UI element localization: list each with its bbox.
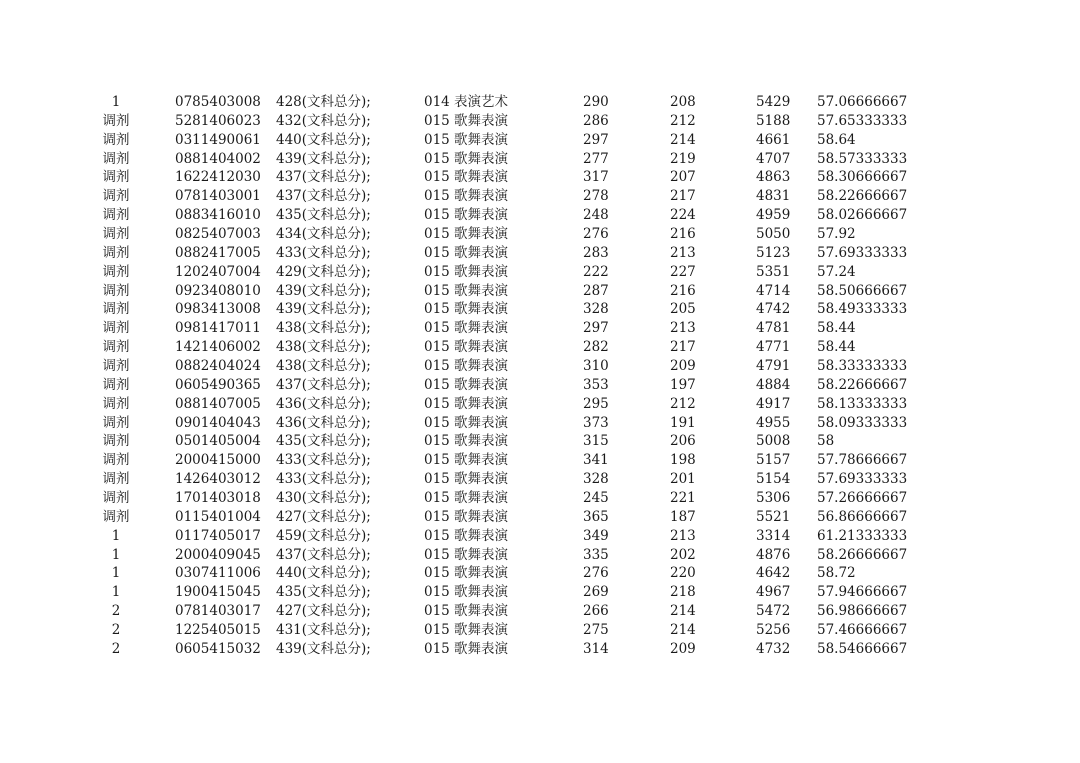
status-cell: 1	[111, 527, 121, 544]
major-cell: 015 歌舞表演	[424, 640, 509, 657]
major-cell: 015 歌舞表演	[424, 452, 509, 469]
table-row	[0, 470, 1080, 489]
score-b-cell: 206	[670, 433, 696, 450]
composite-score-cell: 57.94666667	[817, 584, 908, 601]
score-b-cell: 197	[670, 376, 696, 393]
major-cell: 015 歌舞表演	[424, 358, 509, 375]
score-a-cell: 222	[583, 263, 609, 280]
major-cell: 015 歌舞表演	[424, 527, 509, 544]
score-a-cell: 245	[583, 490, 609, 507]
rank-cell: 4791	[756, 358, 791, 375]
table-row	[0, 244, 1080, 263]
status-cell: 调剂	[102, 244, 130, 261]
candidate-id-cell: 1701403018	[175, 490, 261, 507]
score-b-cell: 201	[670, 471, 696, 488]
score-b-cell: 217	[670, 339, 696, 356]
score-a-cell: 290	[583, 94, 609, 110]
composite-score-cell: 58.22666667	[817, 376, 908, 393]
composite-score-cell: 58.57333333	[817, 150, 908, 167]
major-cell: 015 歌舞表演	[424, 414, 509, 431]
rank-cell: 4876	[756, 546, 791, 563]
score-b-cell: 219	[670, 150, 696, 167]
score-a-cell: 286	[583, 112, 609, 129]
score-b-cell: 213	[670, 244, 696, 261]
candidate-id-cell: 0881407005	[175, 395, 261, 412]
major-cell: 015 歌舞表演	[424, 584, 509, 601]
major-cell: 015 歌舞表演	[424, 244, 509, 261]
table-row	[0, 225, 1080, 244]
composite-score-cell: 58.13333333	[817, 395, 908, 412]
status-cell: 2	[111, 603, 121, 620]
score-a-cell: 276	[583, 226, 609, 243]
composite-score-cell: 58.49333333	[817, 301, 908, 318]
score-a-cell: 335	[583, 546, 609, 563]
status-cell: 调剂	[102, 207, 130, 224]
composite-score-cell: 58.26666667	[817, 546, 908, 563]
rank-cell: 3314	[756, 527, 791, 544]
total-score-cell: 459(文科总分);	[276, 527, 371, 544]
table-row	[0, 93, 1080, 112]
score-a-cell: 317	[583, 169, 609, 186]
status-cell: 调剂	[102, 112, 130, 129]
score-a-cell: 266	[583, 603, 609, 620]
total-score-cell: 433(文科总分);	[276, 452, 371, 469]
composite-score-cell: 58.64	[817, 131, 856, 148]
status-cell: 调剂	[102, 131, 130, 148]
major-cell: 015 歌舞表演	[424, 169, 509, 186]
table-row	[0, 263, 1080, 282]
rank-cell: 4959	[756, 207, 791, 224]
major-cell: 015 歌舞表演	[424, 433, 509, 450]
table-row	[0, 640, 1080, 659]
rank-cell: 4742	[756, 301, 791, 318]
rank-cell: 5157	[756, 452, 791, 469]
rank-cell: 4863	[756, 169, 791, 186]
candidate-id-cell: 0981417011	[175, 320, 261, 337]
candidate-id-cell: 0307411006	[175, 565, 261, 582]
rank-cell: 4884	[756, 376, 791, 393]
total-score-cell: 439(文科总分);	[276, 640, 371, 657]
composite-score-cell: 58	[817, 433, 835, 450]
table-row	[0, 112, 1080, 131]
total-score-cell: 438(文科总分);	[276, 320, 371, 337]
table-row	[0, 357, 1080, 376]
major-cell: 015 歌舞表演	[424, 131, 509, 148]
table-row	[0, 414, 1080, 433]
status-cell: 调剂	[102, 490, 130, 507]
score-b-cell: 213	[670, 527, 696, 544]
candidate-id-cell: 2000415000	[175, 452, 261, 469]
score-b-cell: 209	[670, 358, 696, 375]
rank-cell: 5008	[756, 433, 791, 450]
score-b-cell: 218	[670, 584, 696, 601]
major-cell: 015 歌舞表演	[424, 546, 509, 563]
score-a-cell: 275	[583, 622, 609, 639]
composite-score-cell: 57.06666667	[817, 94, 908, 110]
candidate-id-cell: 0901404043	[175, 414, 261, 431]
score-b-cell: 214	[670, 622, 696, 639]
score-b-cell: 216	[670, 226, 696, 243]
score-a-cell: 282	[583, 339, 609, 356]
table-row	[0, 300, 1080, 319]
composite-score-cell: 56.86666667	[817, 508, 908, 525]
rank-cell: 4642	[756, 565, 791, 582]
score-a-cell: 248	[583, 207, 609, 224]
major-cell: 015 歌舞表演	[424, 490, 509, 507]
major-cell: 015 歌舞表演	[424, 622, 509, 639]
rank-cell: 4831	[756, 188, 791, 205]
major-cell: 015 歌舞表演	[424, 226, 509, 243]
status-cell: 调剂	[102, 395, 130, 412]
composite-score-cell: 58.50666667	[817, 282, 908, 299]
status-cell: 调剂	[102, 508, 130, 525]
major-cell: 015 歌舞表演	[424, 471, 509, 488]
composite-score-cell: 57.69333333	[817, 244, 908, 261]
total-score-cell: 433(文科总分);	[276, 471, 371, 488]
candidate-id-cell: 5281406023	[175, 112, 261, 129]
candidate-id-cell: 0825407003	[175, 226, 261, 243]
score-a-cell: 283	[583, 244, 609, 261]
total-score-cell: 437(文科总分);	[276, 376, 371, 393]
candidate-id-cell: 1421406002	[175, 339, 261, 356]
major-cell: 015 歌舞表演	[424, 263, 509, 280]
table-row	[0, 621, 1080, 640]
candidate-id-cell: 0117405017	[175, 527, 261, 544]
composite-score-cell: 57.24	[817, 263, 856, 280]
score-b-cell: 191	[670, 414, 696, 431]
score-b-cell: 212	[670, 112, 696, 129]
total-score-cell: 440(文科总分);	[276, 131, 371, 148]
composite-score-cell: 58.02666667	[817, 207, 908, 224]
score-table	[0, 93, 1080, 659]
rank-cell: 4967	[756, 584, 791, 601]
candidate-id-cell: 0983413008	[175, 301, 261, 318]
table-row	[0, 338, 1080, 357]
table-row	[0, 564, 1080, 583]
score-a-cell: 353	[583, 376, 609, 393]
table-row	[0, 168, 1080, 187]
score-a-cell: 315	[583, 433, 609, 450]
score-a-cell: 341	[583, 452, 609, 469]
table-row	[0, 602, 1080, 621]
composite-score-cell: 57.46666667	[817, 622, 908, 639]
total-score-cell: 427(文科总分);	[276, 603, 371, 620]
table-row	[0, 150, 1080, 169]
score-a-cell: 297	[583, 131, 609, 148]
rank-cell: 5154	[756, 471, 791, 488]
candidate-id-cell: 0923408010	[175, 282, 261, 299]
status-cell: 1	[111, 94, 121, 110]
candidate-id-cell: 1622412030	[175, 169, 261, 186]
composite-score-cell: 58.72	[817, 565, 856, 582]
candidate-id-cell: 1225405015	[175, 622, 261, 639]
score-a-cell: 365	[583, 508, 609, 525]
score-a-cell: 297	[583, 320, 609, 337]
score-a-cell: 328	[583, 301, 609, 318]
status-cell: 1	[111, 546, 121, 563]
status-cell: 1	[111, 584, 121, 601]
total-score-cell: 438(文科总分);	[276, 358, 371, 375]
major-cell: 015 歌舞表演	[424, 188, 509, 205]
total-score-cell: 434(文科总分);	[276, 226, 371, 243]
score-a-cell: 269	[583, 584, 609, 601]
composite-score-cell: 58.44	[817, 320, 856, 337]
major-cell: 015 歌舞表演	[424, 565, 509, 582]
score-b-cell: 207	[670, 169, 696, 186]
rank-cell: 5050	[756, 226, 791, 243]
status-cell: 调剂	[102, 301, 130, 318]
status-cell: 调剂	[102, 376, 130, 393]
score-b-cell: 214	[670, 603, 696, 620]
major-cell: 015 歌舞表演	[424, 508, 509, 525]
table-row	[0, 489, 1080, 508]
total-score-cell: 431(文科总分);	[276, 622, 371, 639]
rank-cell: 4771	[756, 339, 791, 356]
composite-score-cell: 58.09333333	[817, 414, 908, 431]
rank-cell: 5306	[756, 490, 791, 507]
status-cell: 调剂	[102, 339, 130, 356]
composite-score-cell: 58.30666667	[817, 169, 908, 186]
score-b-cell: 224	[670, 207, 696, 224]
status-cell: 2	[111, 622, 121, 639]
candidate-id-cell: 0882404024	[175, 358, 261, 375]
rank-cell: 4707	[756, 150, 791, 167]
rank-cell: 5351	[756, 263, 791, 280]
score-b-cell: 221	[670, 490, 696, 507]
total-score-cell: 439(文科总分);	[276, 301, 371, 318]
major-cell: 015 歌舞表演	[424, 320, 509, 337]
status-cell: 调剂	[102, 471, 130, 488]
table-row	[0, 527, 1080, 546]
total-score-cell: 437(文科总分);	[276, 546, 371, 563]
rank-cell: 5256	[756, 622, 791, 639]
table-row	[0, 583, 1080, 602]
score-b-cell: 216	[670, 282, 696, 299]
candidate-id-cell: 2000409045	[175, 546, 261, 563]
score-b-cell: 209	[670, 640, 696, 657]
major-cell: 015 歌舞表演	[424, 282, 509, 299]
rank-cell: 5429	[756, 94, 791, 110]
total-score-cell: 435(文科总分);	[276, 584, 371, 601]
table-row	[0, 546, 1080, 565]
rank-cell: 5521	[756, 508, 791, 525]
candidate-id-cell: 0605415032	[175, 640, 261, 657]
status-cell: 调剂	[102, 414, 130, 431]
score-a-cell: 278	[583, 188, 609, 205]
total-score-cell: 429(文科总分);	[276, 263, 371, 280]
score-b-cell: 205	[670, 301, 696, 318]
composite-score-cell: 57.69333333	[817, 471, 908, 488]
score-a-cell: 277	[583, 150, 609, 167]
major-cell: 014 表演艺术	[424, 94, 509, 110]
score-a-cell: 287	[583, 282, 609, 299]
score-b-cell: 212	[670, 395, 696, 412]
score-b-cell: 220	[670, 565, 696, 582]
table-row	[0, 319, 1080, 338]
total-score-cell: 439(文科总分);	[276, 150, 371, 167]
candidate-id-cell: 0781403001	[175, 188, 261, 205]
status-cell: 调剂	[102, 320, 130, 337]
candidate-id-cell: 0781403017	[175, 603, 261, 620]
rank-cell: 4781	[756, 320, 791, 337]
total-score-cell: 433(文科总分);	[276, 244, 371, 261]
major-cell: 015 歌舞表演	[424, 603, 509, 620]
status-cell: 调剂	[102, 282, 130, 299]
total-score-cell: 430(文科总分);	[276, 490, 371, 507]
table-row	[0, 282, 1080, 301]
candidate-id-cell: 0605490365	[175, 376, 261, 393]
composite-score-cell: 57.26666667	[817, 490, 908, 507]
table-row	[0, 206, 1080, 225]
total-score-cell: 428(文科总分);	[276, 94, 371, 110]
score-b-cell: 208	[670, 94, 696, 110]
rank-cell: 4661	[756, 131, 791, 148]
score-b-cell: 198	[670, 452, 696, 469]
rank-cell: 5188	[756, 112, 791, 129]
major-cell: 015 歌舞表演	[424, 301, 509, 318]
status-cell: 调剂	[102, 452, 130, 469]
status-cell: 1	[111, 565, 121, 582]
total-score-cell: 438(文科总分);	[276, 339, 371, 356]
status-cell: 调剂	[102, 263, 130, 280]
total-score-cell: 437(文科总分);	[276, 169, 371, 186]
table-row	[0, 395, 1080, 414]
total-score-cell: 436(文科总分);	[276, 395, 371, 412]
total-score-cell: 427(文科总分);	[276, 508, 371, 525]
total-score-cell: 435(文科总分);	[276, 207, 371, 224]
score-b-cell: 217	[670, 188, 696, 205]
major-cell: 015 歌舞表演	[424, 112, 509, 129]
status-cell: 调剂	[102, 169, 130, 186]
status-cell: 调剂	[102, 188, 130, 205]
candidate-id-cell: 0785403008	[175, 94, 261, 110]
total-score-cell: 440(文科总分);	[276, 565, 371, 582]
score-a-cell: 310	[583, 358, 609, 375]
rank-cell: 4955	[756, 414, 791, 431]
score-a-cell: 295	[583, 395, 609, 412]
score-a-cell: 328	[583, 471, 609, 488]
composite-score-cell: 58.22666667	[817, 188, 908, 205]
candidate-id-cell: 1202407004	[175, 263, 261, 280]
status-cell: 调剂	[102, 358, 130, 375]
candidate-id-cell: 0882417005	[175, 244, 261, 261]
status-cell: 2	[111, 640, 121, 657]
major-cell: 015 歌舞表演	[424, 207, 509, 224]
score-a-cell: 373	[583, 414, 609, 431]
status-cell: 调剂	[102, 226, 130, 243]
score-b-cell: 214	[670, 131, 696, 148]
score-b-cell: 227	[670, 263, 696, 280]
rank-cell: 4732	[756, 640, 791, 657]
table-row	[0, 451, 1080, 470]
candidate-id-cell: 1426403012	[175, 471, 261, 488]
candidate-id-cell: 0115401004	[175, 508, 261, 525]
composite-score-cell: 57.65333333	[817, 112, 908, 129]
major-cell: 015 歌舞表演	[424, 376, 509, 393]
candidate-id-cell: 0881404002	[175, 150, 261, 167]
candidate-id-cell: 0883416010	[175, 207, 261, 224]
candidate-id-cell: 0311490061	[175, 131, 261, 148]
major-cell: 015 歌舞表演	[424, 339, 509, 356]
major-cell: 015 歌舞表演	[424, 395, 509, 412]
candidate-id-cell: 1900415045	[175, 584, 261, 601]
table-row	[0, 432, 1080, 451]
score-a-cell: 314	[583, 640, 609, 657]
table-row	[0, 508, 1080, 527]
total-score-cell: 435(文科总分);	[276, 433, 371, 450]
candidate-id-cell: 0501405004	[175, 433, 261, 450]
score-b-cell: 213	[670, 320, 696, 337]
rank-cell: 4714	[756, 282, 791, 299]
status-cell: 调剂	[102, 150, 130, 167]
composite-score-cell: 58.44	[817, 339, 856, 356]
major-cell: 015 歌舞表演	[424, 150, 509, 167]
composite-score-cell: 57.78666667	[817, 452, 908, 469]
table-row	[0, 187, 1080, 206]
composite-score-cell: 61.21333333	[817, 527, 908, 544]
rank-cell: 5123	[756, 244, 791, 261]
composite-score-cell: 56.98666667	[817, 603, 908, 620]
score-b-cell: 202	[670, 546, 696, 563]
score-a-cell: 276	[583, 565, 609, 582]
table-row	[0, 376, 1080, 395]
composite-score-cell: 58.33333333	[817, 358, 908, 375]
total-score-cell: 439(文科总分);	[276, 282, 371, 299]
status-cell: 调剂	[102, 433, 130, 450]
total-score-cell: 432(文科总分);	[276, 112, 371, 129]
table-row	[0, 131, 1080, 150]
total-score-cell: 436(文科总分);	[276, 414, 371, 431]
rank-cell: 5472	[756, 603, 791, 620]
rank-cell: 4917	[756, 395, 791, 412]
score-b-cell: 187	[670, 508, 696, 525]
composite-score-cell: 57.92	[817, 226, 856, 243]
total-score-cell: 437(文科总分);	[276, 188, 371, 205]
score-a-cell: 349	[583, 527, 609, 544]
composite-score-cell: 58.54666667	[817, 640, 908, 657]
